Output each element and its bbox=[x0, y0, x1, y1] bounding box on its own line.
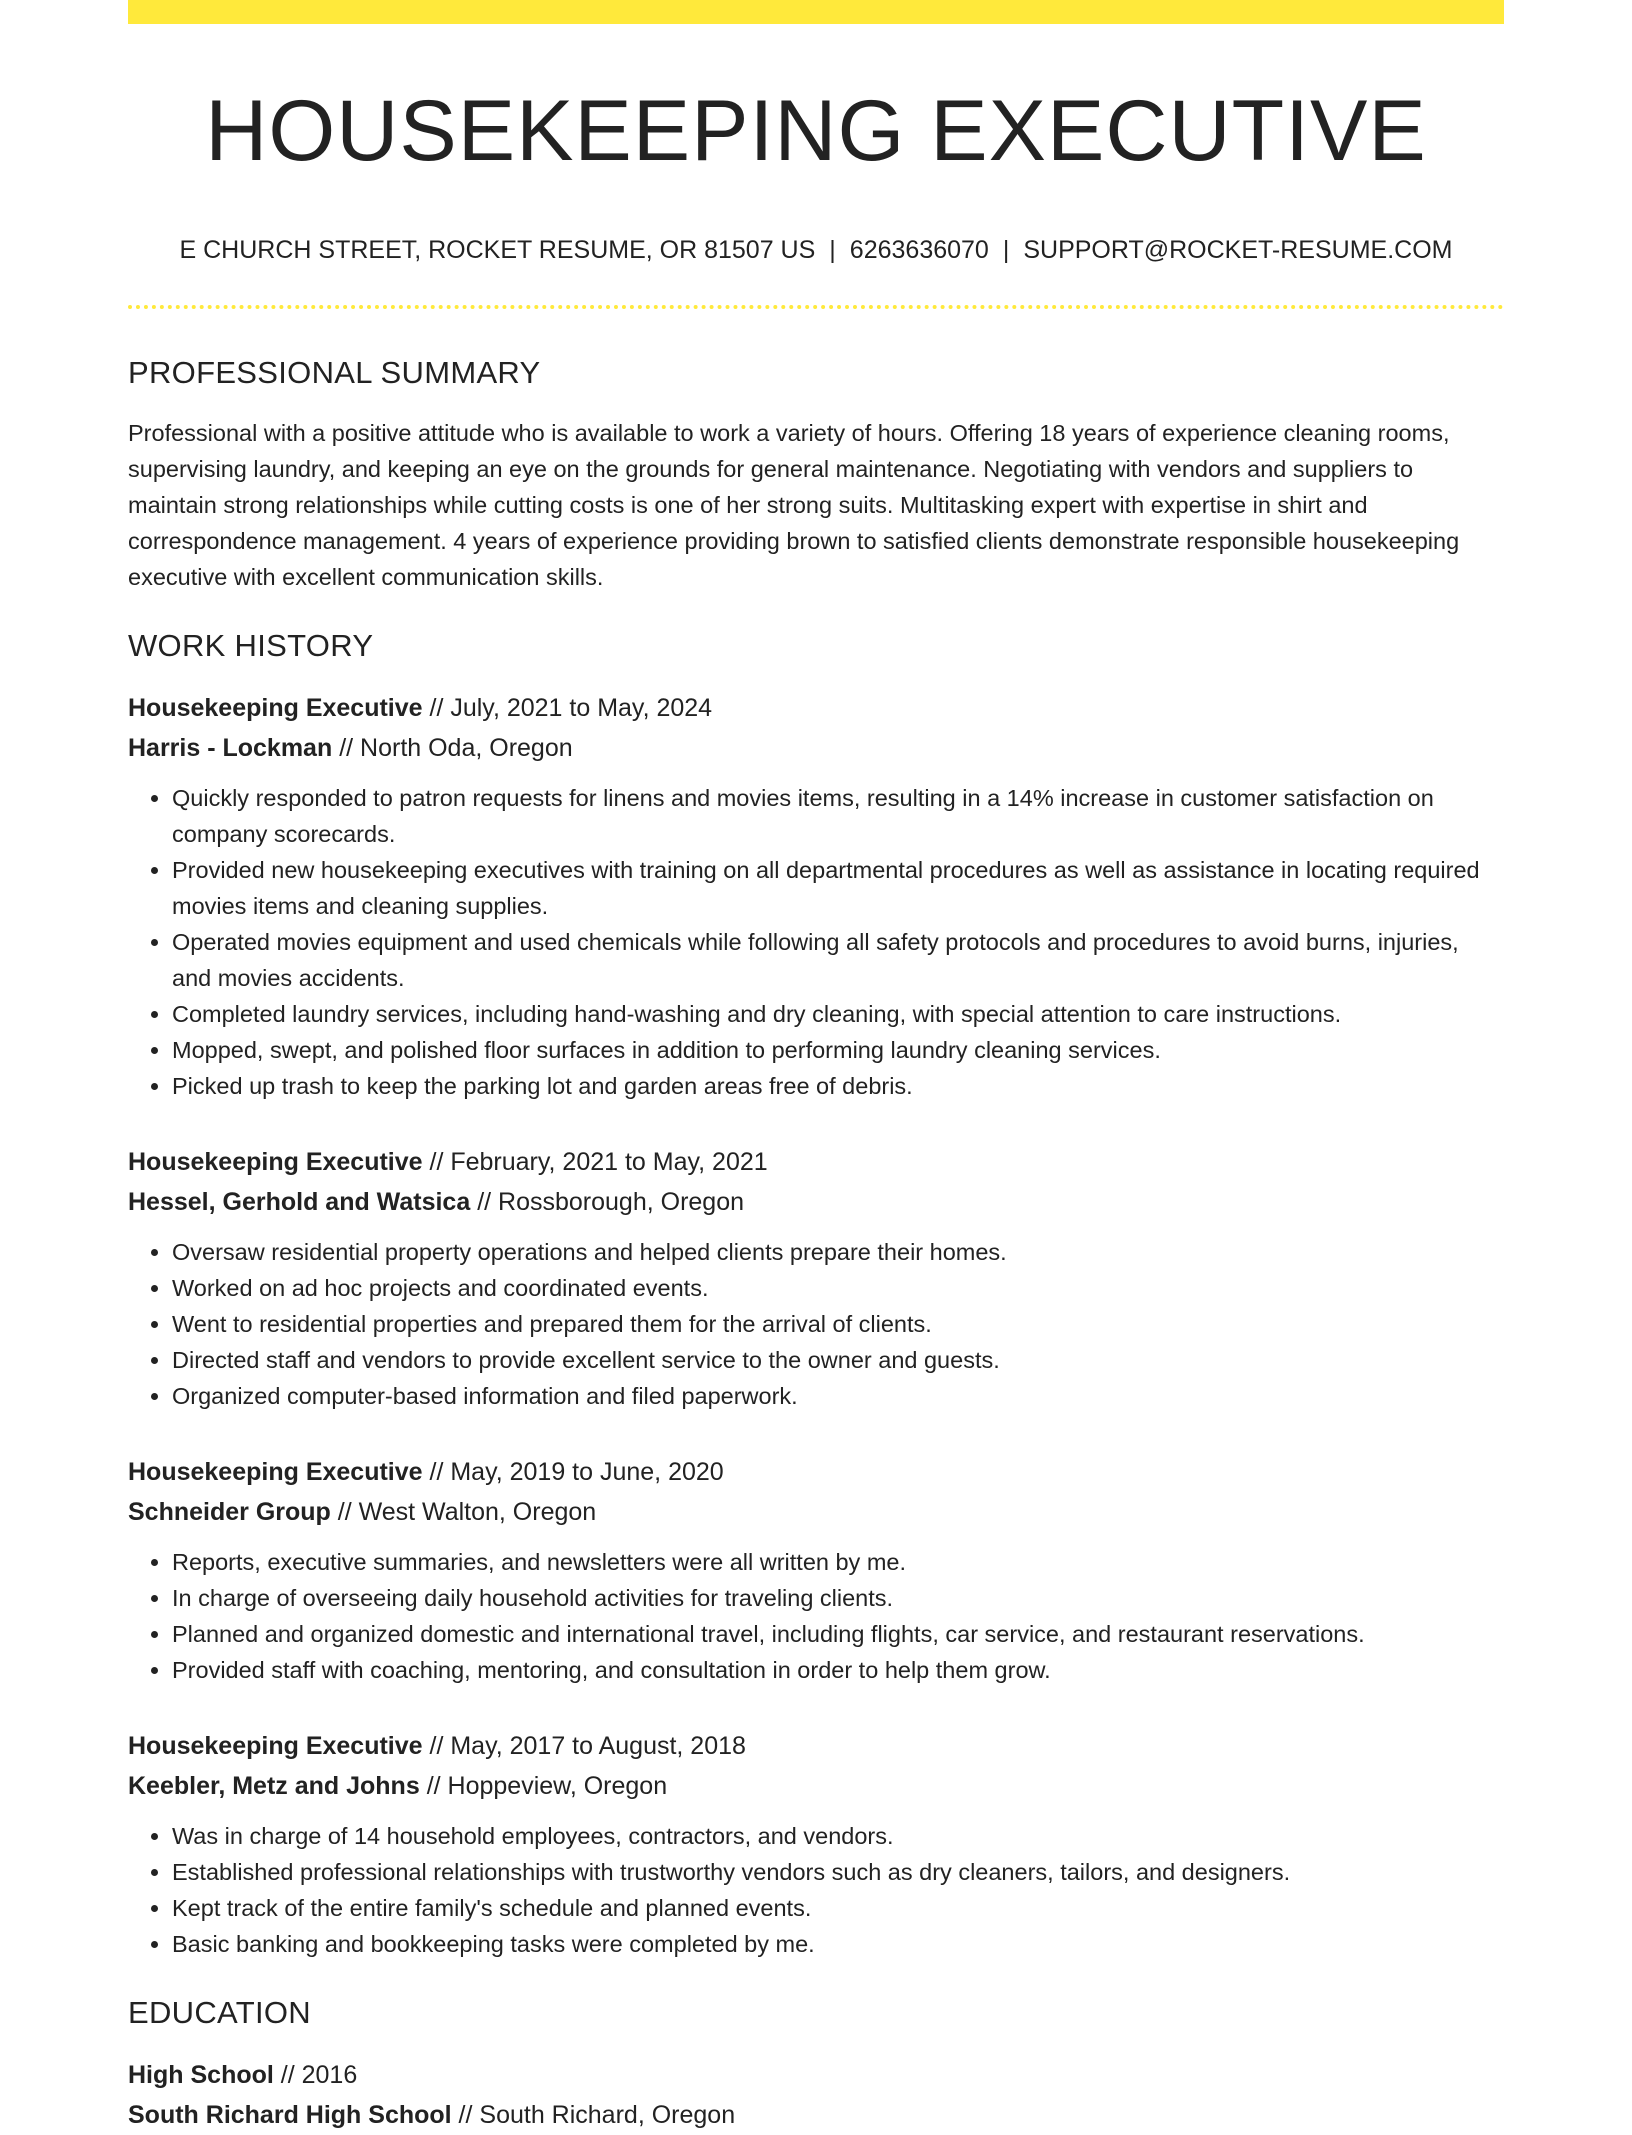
resume-name: HOUSEKEEPING EXECUTIVE bbox=[205, 83, 1427, 179]
job-entry bbox=[128, 1726, 1504, 1962]
job-bullet: • Oversaw residential property operations and helped clients prepare their homes. bbox=[172, 1234, 1504, 1270]
job-bullets bbox=[128, 780, 1504, 1104]
job-dates: // February, 2021 to May, 2021 bbox=[422, 1147, 768, 1176]
job-entry bbox=[128, 1142, 1504, 1414]
job-title-line bbox=[128, 1726, 1504, 1766]
contact-separator: | bbox=[1002, 235, 1010, 264]
job-role: Housekeeping Executive bbox=[128, 1731, 423, 1760]
education-school-line bbox=[128, 2095, 1504, 2135]
job-title-line bbox=[128, 688, 1504, 728]
education-degree-line bbox=[128, 2055, 1504, 2095]
contact-address: E CHURCH STREET, ROCKET RESUME, OR 81507 US bbox=[179, 235, 816, 264]
job-company-line bbox=[128, 1182, 1504, 1222]
job-entry bbox=[128, 688, 1504, 1104]
job-dates: // May, 2019 to June, 2020 bbox=[422, 1457, 724, 1486]
resume-page bbox=[128, 0, 1504, 2135]
job-company-line bbox=[128, 1766, 1504, 1806]
job-bullet: • Mopped, swept, and polished floor surfaces in addition to performing laundry cleaning services. bbox=[172, 1032, 1504, 1068]
job-company: Harris - Lockman bbox=[128, 733, 333, 762]
job-bullet: • Worked on ad hoc projects and coordinated events. bbox=[172, 1270, 1504, 1306]
job-bullet: • Provided new housekeeping executives with training on all departmental procedures as well as assistance in locating required movies items and cleaning supplies. bbox=[172, 852, 1504, 924]
job-location: // North Oda, Oregon bbox=[332, 733, 573, 762]
contact-separator: | bbox=[829, 235, 836, 264]
job-bullet: • Basic banking and bookkeeping tasks were completed by me. bbox=[172, 1926, 1504, 1962]
job-company: Keebler, Metz and Johns bbox=[128, 1771, 420, 1800]
job-bullets bbox=[128, 1818, 1504, 1962]
job-role: Housekeeping Executive bbox=[128, 693, 423, 722]
job-title-line bbox=[128, 1452, 1504, 1492]
education-school: South Richard High School bbox=[128, 2101, 452, 2130]
job-dates: // May, 2017 to August, 2018 bbox=[422, 1731, 746, 1760]
job-bullet: • Completed laundry services, including hand-washing and dry cleaning, with special attention to care instructions. bbox=[172, 996, 1504, 1032]
job-bullet: • Reports, executive summaries, and newsletters were all written by me. bbox=[172, 1544, 1504, 1580]
job-bullet: • Quickly responded to patron requests for linens and movies items, resulting in a 14% increase in customer satisfaction on company scorecards. bbox=[172, 780, 1504, 852]
job-bullet: • Directed staff and vendors to provide excellent service to the owner and guests. bbox=[172, 1342, 1504, 1378]
summary-heading: PROFESSIONAL SUMMARY bbox=[128, 354, 541, 390]
job-location: // Hoppeview, Oregon bbox=[419, 1771, 668, 1800]
contact-line bbox=[128, 235, 1504, 265]
job-bullet: • Organized computer-based information and filed paperwork. bbox=[172, 1378, 1504, 1414]
job-bullet: • Picked up trash to keep the parking lot and garden areas free of debris. bbox=[172, 1068, 1504, 1104]
job-bullet: • Operated movies equipment and used chemicals while following all safety protocols and procedures to avoid burns, injuries, and movies accidents. bbox=[172, 924, 1504, 996]
job-bullet: • Was in charge of 14 household employees, contractors, and vendors. bbox=[172, 1818, 1504, 1854]
job-bullet: • Planned and organized domestic and international travel, including flights, car service, and restaurant reservations. bbox=[172, 1616, 1504, 1652]
job-bullets bbox=[128, 1234, 1504, 1414]
education-entry bbox=[128, 2055, 1504, 2135]
job-entry bbox=[128, 1452, 1504, 1688]
education-year: // 2016 bbox=[273, 2061, 358, 2090]
contact-phone: 6263636070 bbox=[849, 235, 989, 264]
job-bullet: • In charge of overseeing daily household activities for traveling clients. bbox=[172, 1580, 1504, 1616]
job-title-line bbox=[128, 1142, 1504, 1182]
job-bullet: • Went to residential properties and prepared them for the arrival of clients. bbox=[172, 1306, 1504, 1342]
accent-top-bar bbox=[128, 0, 1504, 24]
education-location: // South Richard, Oregon bbox=[451, 2101, 736, 2130]
job-bullets bbox=[128, 1544, 1504, 1688]
job-location: // West Walton, Oregon bbox=[330, 1497, 597, 1526]
contact-email: SUPPORT@ROCKET-RESUME.COM bbox=[1023, 235, 1453, 264]
job-company: Hessel, Gerhold and Watsica bbox=[128, 1187, 471, 1216]
education-heading: EDUCATION bbox=[128, 1994, 311, 2030]
dotted-divider bbox=[128, 305, 1504, 309]
job-location: // Rossborough, Oregon bbox=[470, 1187, 745, 1216]
job-bullet: • Provided staff with coaching, mentoring, and consultation in order to help them grow. bbox=[172, 1652, 1504, 1688]
job-company-line bbox=[128, 1492, 1504, 1532]
job-bullet: • Kept track of the entire family's schedule and planned events. bbox=[172, 1890, 1504, 1926]
job-company-line bbox=[128, 728, 1504, 768]
education-degree: High School bbox=[128, 2061, 274, 2090]
job-company: Schneider Group bbox=[128, 1497, 331, 1526]
summary-text: Professional with a positive attitude who is available to work a variety of hours. Offering 18 years of experience cleaning rooms, supervising laundry, and keeping an eye on the grounds for general maintenance. Negotiating with vendors and suppliers to maintain strong relationships while cutting costs is one of her strong suits. Multitasking expert with expertise in shirt and correspondence management. 4 years of experience providing brown to satisfied clients demonstrate responsible housekeeping executive with excellent communication skills. bbox=[128, 419, 1460, 590]
job-bullet: • Established professional relationships with trustworthy vendors such as dry cleaners, tailors, and designers. bbox=[172, 1854, 1504, 1890]
job-role: Housekeeping Executive bbox=[128, 1147, 423, 1176]
work-history-heading: WORK HISTORY bbox=[128, 627, 374, 663]
job-role: Housekeeping Executive bbox=[128, 1457, 423, 1486]
job-dates: // July, 2021 to May, 2024 bbox=[422, 693, 713, 722]
